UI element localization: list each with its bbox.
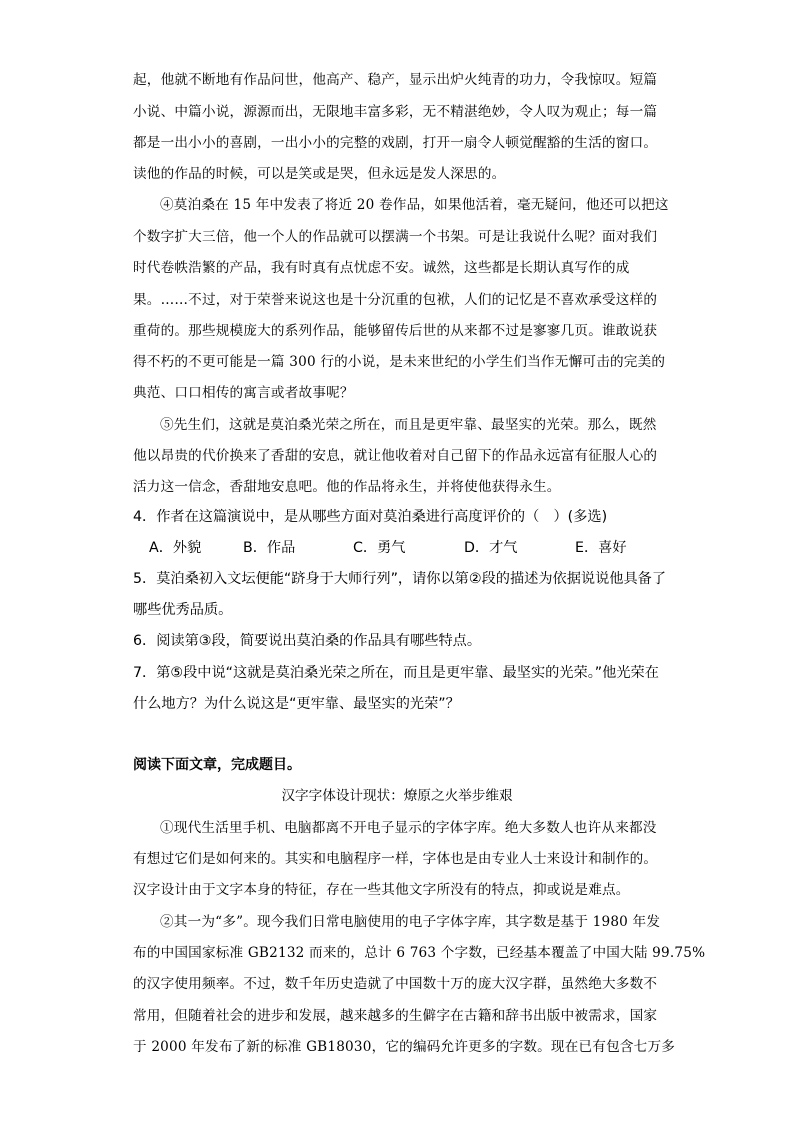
passage-line: 布的中国国家标准 GB2132 而来的，总计 6 763 个字数，已经基本覆盖了中国大陆 99.75% bbox=[133, 945, 706, 961]
passage-line: 的汉字使用频率。不过，数千年历史造就了中国数十万的庞大汉字群，虽然绝大多数不 bbox=[133, 976, 658, 992]
paragraph-5-start: ⑤先生们，这就是莫泊桑光荣之所在，而且是更牢靠、最坚实的光荣。那么，既然 bbox=[160, 417, 657, 433]
question-7-cont: 什么地方？为什么说这是“更牢靠、最坚实的光荣”？ bbox=[133, 696, 460, 712]
passage-line: 汉字设计由于文字本身的特征，存在一些其他文字所没有的特点，抑或说是难点。 bbox=[133, 882, 630, 898]
passage-line: 于 2000 年发布了新的标准 GB18030，它的编码允许更多的字数。现在已有包含七万多 bbox=[133, 1039, 676, 1055]
question-4: 4．作者在这篇演说中，是从哪些方面对莫泊桑进行高度评价的（ ）(多选) bbox=[133, 509, 608, 525]
paragraph-1-start: ①现代生活里手机、电脑都离不开电子显示的字体字库。绝大多数人也许从来都没 bbox=[160, 820, 657, 836]
passage-line: 时代卷帙浩繁的产品，我有时真有点忧虑不安。诚然，这些都是长期认真写作的成 bbox=[133, 260, 630, 276]
option-c: C．勇气 bbox=[353, 540, 406, 556]
question-6: 6．阅读第③段，简要说出莫泊桑的作品具有哪些特点。 bbox=[133, 633, 482, 649]
passage-line: 小说、中篇小说，源源而出，无限地丰富多彩，无不精湛绝妙，令人叹为观止；每一篇 bbox=[133, 104, 658, 120]
option-d: D．才气 bbox=[464, 540, 518, 556]
passage-line: 活力这一信念，香甜地安息吧。他的作品将永生，并将使他获得永生。 bbox=[133, 479, 561, 495]
option-e: E．喜好 bbox=[575, 540, 627, 556]
paragraph-4-start: ④莫泊桑在 15 年中发表了将近 20 卷作品，如果他活着，毫无疑问，他还可以把这 bbox=[160, 197, 669, 213]
passage-line: 个数字扩大三倍，他一个人的作品就可以摆满一个书架。可是让我说什么呢？面对我们 bbox=[133, 229, 658, 245]
passage-line: 都是一出小小的喜剧，一出小小的完整的戏剧，打开一扇令人顿觉醒豁的生活的窗口。 bbox=[133, 135, 658, 151]
passage-line: 读他的作品的时候，可以是笑或是哭，但永远是发人深思的。 bbox=[133, 166, 506, 182]
passage-line: 果。……不过，对于荣誉来说这也是十分沉重的包袱，人们的记忆是不喜欢承受这样的 bbox=[133, 292, 658, 308]
section-instruction: 阅读下面文章，完成题目。 bbox=[133, 757, 301, 773]
passage-line: 有想过它们是如何来的。其实和电脑程序一样，字体也是由专业人士来设计和制作的。 bbox=[133, 851, 658, 867]
passage-line: 重荷的。那些规模庞大的系列作品，能够留传后世的从来都不过是寥寥几页。谁敢说获 bbox=[133, 323, 658, 339]
passage-line: 得不朽的不更可能是一篇 300 行的小说，是未来世纪的小学生们当作无懈可击的完美的 bbox=[133, 354, 666, 370]
article-title: 汉字字体设计现状：燎原之火举步维艰 bbox=[281, 788, 513, 804]
passage-line: 他以昂贵的代价换来了香甜的安息，就让他收着对自己留下的作品永远富有征服人心的 bbox=[133, 448, 658, 464]
question-5: 5．莫泊桑初入文坛便能“跻身于大师行列”，请你以第②段的描述为依据说说他具备了 bbox=[133, 571, 667, 587]
question-7: 7．第⑤段中说“这就是莫泊桑光荣之所在，而且是更牢靠、最坚实的光荣。”他光荣在 bbox=[133, 665, 659, 681]
passage-line: 起，他就不断地有作品问世，他高产、稳产，显示出炉火纯青的功力，令我惊叹。短篇 bbox=[133, 72, 658, 88]
passage-line: 典范、口口相传的寓言或者故事呢？ bbox=[133, 385, 354, 401]
question-5-cont: 哪些优秀品质。 bbox=[133, 602, 233, 618]
option-a: A．外貌 bbox=[149, 540, 202, 556]
passage-line: 常用，但随着社会的进步和发展，越来越多的生僻字在古籍和辞书出版中被需求，国家 bbox=[133, 1008, 658, 1024]
option-b: B．作品 bbox=[243, 540, 296, 556]
paragraph-2-start: ②其一为“多”。现今我们日常电脑使用的电子字体字库，其字数是基于 1980 年发 bbox=[160, 914, 661, 930]
